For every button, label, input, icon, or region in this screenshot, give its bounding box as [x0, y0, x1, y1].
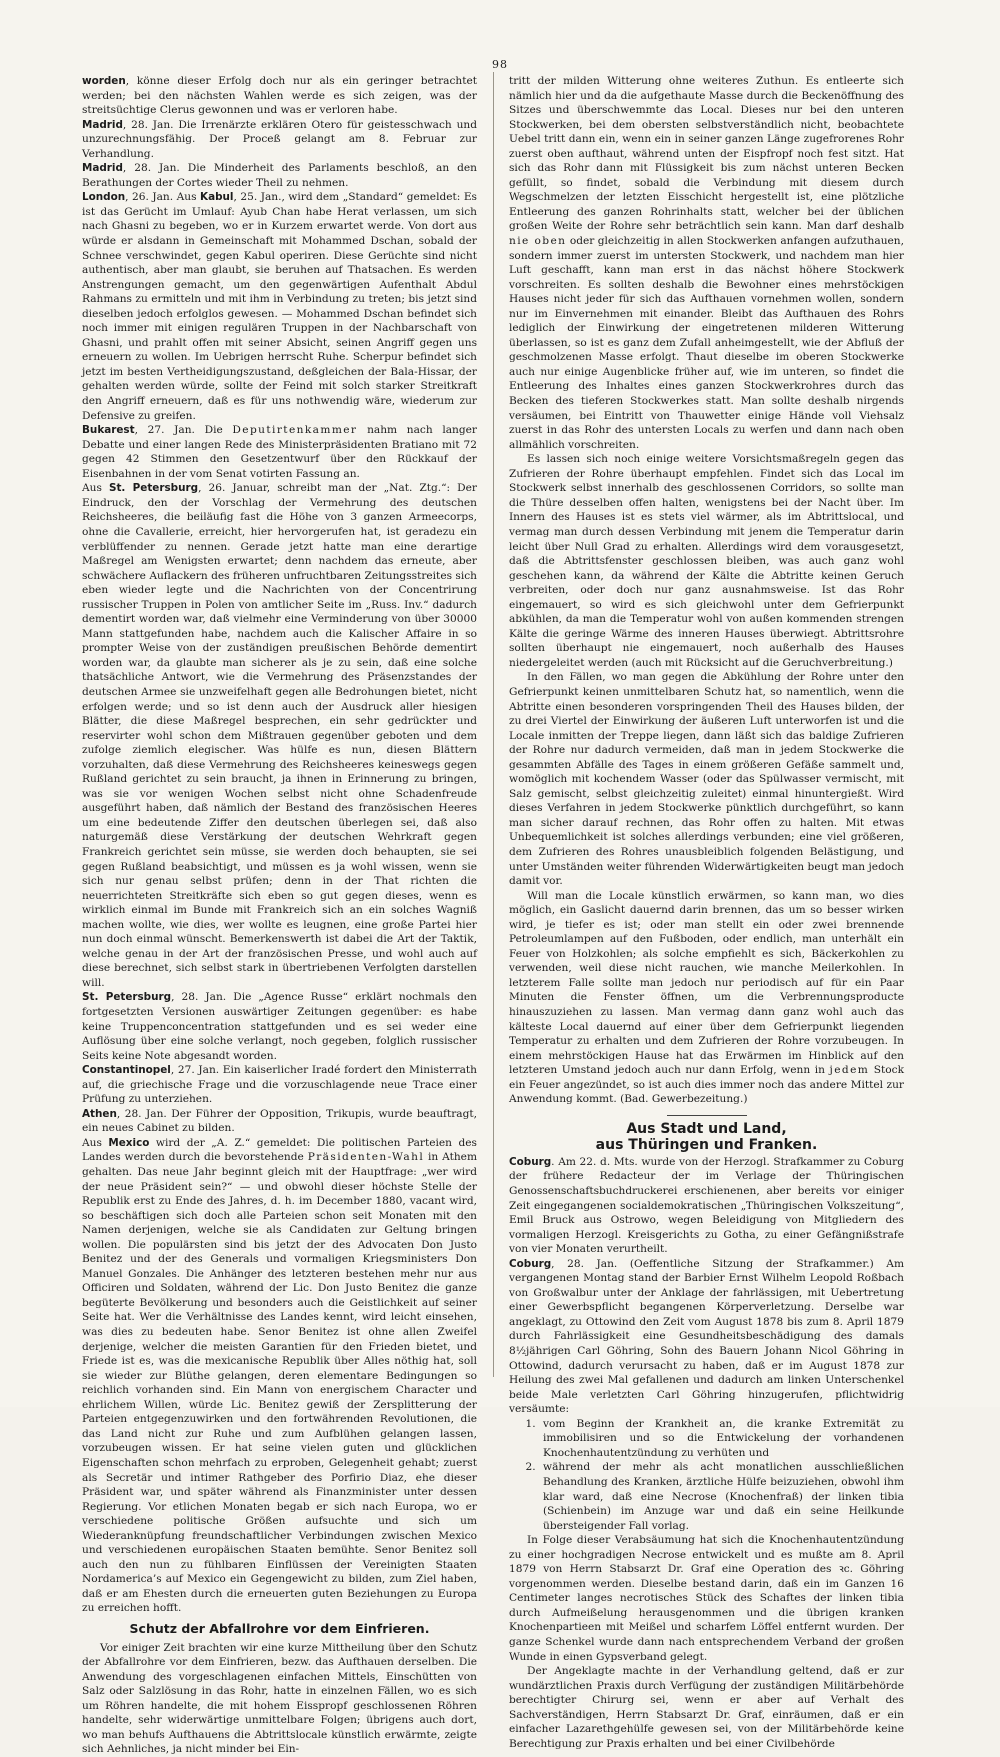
article-paragraph: Aus St. Petersburg, 26. Januar, schreibt man der „Nat. Ztg.“: Der Eindruck, den der Vorschlag der Vermehrung des deutschen Reichsheeres, die beiläufig fast die Höhe von 3 ganzen Armeecorps, ohne die Cavallerie, erreicht, hier hervorgerufen hat, ist geradezu ein verblüffender zu nennen. Gerade jetzt hatte man eine derartige Maßregel am Wenigsten erwartet; denn nachdem das erneute, aber schwächere Auflackern des früheren unfruchtbaren Zeitungsstreites sich eben wieder legte und die Nachrichten von der Concentrirung russischer Truppen in Polen von amtlicher Seite im „Russ. Inv.“ dadurch dementirt worden war, daß vielmehr eine Verminderung von über 30000 Mann stattgefunden habe, nachdem auch die Kalischer Affaire in so prompter Weise von der zuständigen preußischen Behörde dementirt worden war, da glaubte man sicherer als je zu sein, daß eine solche thatsächliche Antwort, wie die Vermehrung des Präsenzstandes der deutschen Armee sie unzweifelhaft gegen alle Bedrohungen bietet, nicht erfolgen werde; und so ist denn auch der Ausdruck aller hiesigen Blätter, die diese Maßregel besprechen, ein sehr gedrückter und reservirter wohl schon dem Mißtrauen gegenüber geboten und dem zufolge ziemlich elegischer. Was hülfe es nun, diesen Blättern vorzuhalten, daß diese Vermehrung des Reichsheeres keineswegs gegen Rußland gerichtet zu sein braucht, ja ihnen in Erinnerung zu bringen, was sie vor wenigen Wochen selbst nicht ohne Schadenfreude ausgeführt haben, daß nämlich der Bestand des französischen Heeres um eine bedeutende Ziffer den deutschen überlegen sei, daß also naturgemäß diese Verstärkung der deutschen Wehrkraft gegen Frankreich gerichtet sein müsse, sie werden doch behaupten, sie sei gegen Rußland beabsichtigt, und müssen es ja wohl wissen, wenn sie sich nur genau selbst prüfen; denn in der That richten die neuerrichteten Streitkräfte sich eben so gut gegen dieses, wenn es wirklich einmal im Bunde mit Frankreich sich an ein solches Wagniß machen wollte, wie dies, wer wollte es leugnen, eine große Partei hier nun doch einmal wünscht. Bemerkenswerth ist dabei die Art der Taktik, welche genau in der Art der französischen Presse, und wohl auch auf diese berechnet, sich selbst stark in übertriebenen Verfolgten darstellen will. [82, 482, 477, 989]
article-paragraph: Madrid, 28. Jan. Die Minderheit des Parlaments beschloß, an den Berathungen der Cortes wieder Theil zu nehmen. [82, 162, 477, 189]
article-paragraph: worden, könne dieser Erfolg doch nur als ein geringer betrachtet werden; bei den nächsten Wahlen werde es sich zeigen, was der streitsüchtige Clerus gewonnen und was er verloren habe. [82, 75, 477, 117]
list-item: 1. vom Beginn der Krankheit an, die kranke Extremität zu immobilisiren und so die Entwickelung der vorhandenen Knochenhautentzündung zu verhüten und [539, 1417, 904, 1461]
article-paragraph: In Folge dieser Verabsäumung hat sich die Knochenhautentzündung zu einer hochgradigen Necrose entwickelt und es mußte am 8. April 1879 von Herrn Stabsarzt Dr. Graf eine Operation des ꝛc. Göhring vorgenommen werden. Dieselbe bestand darin, daß ein im Ganzen 16 Centimeter langes necrotisches Stück des Schaftes der linken tibia durch Aufmeißelung herausgenommen und die übrigen kranken Knochenpartieen mit Meißel und scharfem Löffel entfernt wurden. Der ganze Schenkel wurde dann nach entsprechendem Verband der großen Wunde in einen Gypsverband gelegt. [509, 1534, 904, 1663]
numbered-list [509, 1417, 904, 1533]
left-column [82, 74, 477, 1756]
article-paragraph: Aus Mexico wird der „A. Z.“ gemeldet: Die politischen Parteien des Landes werden durch die bevorstehende Präsidenten-Wahl in Athem gehalten. Das neue Jahr beginnt gleich mit der Hauptfrage: „wer wird der neue Präsident sein?“ — und obwohl dieser höchste Stelle der Republik erst zu Ende des Jahres, d. h. im December 1880, vacant wird, so beschäftigen sich doch alle Parteien schon seit Monaten mit den Namen derjenigen, welche sie als Candidaten zur Geltung bringen wollen. Die populärsten sind bis jetzt der des Advocaten Don Justo Benitez und der des Generals und vormaligen Kriegsministers Don Manuel Gonzales. Die Anhänger des letzteren bestehen mehr nur aus Officiren und Soldaten, während der Lic. Don Justo Benitez die ganze begüterte Bevölkerung und besonders auch die Geistlichkeit auf seiner Seite hat. Wer die Verhältnisse des Landes kennt, wird leicht einsehen, was dies zu bedeuten habe. Senor Benitez ist ohne allen Zweifel derjenige, welcher die meisten Garantien für den Frieden bietet, und Friede ist es, was die mexicanische Republik über Alles nöthig hat, soll sie wieder zur Blüthe gelangen, deren elementare Bedingungen so reichlich vorhanden sind. Ein Mann von energischem Character und ehrlichem Willen, würde Lic. Benitez gewiß der Zersplitterung der Parteien entgegenzuwirken und den fortwährenden Revolutionen, die das Land nicht zur Ruhe und zum Aufblühen gelangen lassen, vorzubeugen wissen. Er hat seine vielen guten und glücklichen Eigenschaften schon mehrfach zu erproben, Gelegenheit gehabt; zuerst als Secretär und intimer Rathgeber des Porfirio Diaz, ehe dieser Präsident war, und später während als Finanzminister unter dessen Regierung. Vor etlichen Monaten begab er sich nach Europa, wo er verschiedene politische Größen aufsuchte und sich um Wiederanknüpfung freundschaftlicher Verbindungen zwischen Mexico und verschiedenen europäischen Staaten bemühte. Senor Benitez soll auch den nun zu fühlbaren Einflüssen der Vereinigten Staaten Nordamerica’s auf Mexico ein Gegengewicht zu bilden, zum Ziel haben, daß er am Ehesten durch die erneuerten guten Beziehungen zu Europa zu erreichen hofft. [82, 1136, 477, 1615]
list-item: 2. während der mehr als acht monatlichen ausschließlichen Behandlung des Kranken, ärztliche Hülfe beizuziehen, obwohl ihm klar ward, daß eine Necrose (Knochenfraß) der linken tibia (Schienbein) im Anzuge war und daß ein seine Heilkunde übersteigender Fall vorlag. [539, 1460, 904, 1533]
article-paragraph: Der Angeklagte machte in der Verhandlung geltend, daß er zur wundärztlichen Praxis durch Verfügung der zuständigen Militärbehörde berechtigter Chirurg sei, wenn er aber auf Verhalt des Sachverständigen, Herrn Stabsarzt Dr. Graf, einräumen, daß er ein einfacher Lazarethgehülfe gewesen sei, von der Militärbehörde keine Berechtigung zur Praxis erhalten und bei einer Civilbehörde [509, 1665, 904, 1750]
article-paragraph: tritt der milden Witterung ohne weiteres Zuthun. Es entleerte sich nämlich hier und da die aufgethaute Masse durch die Beckenöffnung des Sitzes und überschwemmte das Local. Dieses nur bei den unteren Stockwerken, bei dem obersten selbstverständlich nicht, beobachtete Uebel tritt dann ein, wenn ein in seiner ganzen Länge zugefrorenes Rohr zuerst oben aufthaut, während unten der Eispfropf noch fest sitzt. Hat sich das Rohr dann mit Flüssigkeit bis zum nächst unteren Becken gefüllt, so findet, sobald die Verbindung mit diesem durch Wegschmelzen der letzten Eisschicht hergestellt ist, eine plötzliche Entleerung des ganzen Rohrinhalts statt, welcher bei der üblichen großen Weite der Rohre sehr beträchtlich sein kann. Man darf deshalb nie oben oder gleichzeitig in allen Stockwerken anfangen aufzuthauen, sondern immer zuerst im untersten Stockwerk, und nachdem man hier Luft geschafft, kann man erst in das nächst höhere Stockwerk vorschreiten. Es sollten deshalb die Bewohner eines mehrstöckigen Hauses nicht jeder für sich das Aufthauen vornehmen wollen, sondern nur im Einvernehmen mit einander. Bleibt das Aufthauen des Rohrs lediglich der Einwirkung der eingetretenen milderen Witterung überlassen, so ist es ganz dem Zufall anheimgestellt, wie der Abfluß der geschmolzenen Masse erfolgt. Thaut dieselbe im oberen Stockwerke auch nur einige Augenblicke früher auf, wie im unteren, so findet die Entleerung des Inhaltes eines ganzen Stockwerkrohres durch das Becken des tieferen Stockwerkes statt. Man sollte deshalb nirgends versäumen, bei Eintritt von Thauwetter einige Hände voll Viehsalz zuerst in das Rohr des untersten Locals zu werfen und dann nach oben allmählich vorschreiten. [509, 75, 904, 451]
article-paragraph: Coburg, 28. Jan. (Oeffentliche Sitzung der Strafkammer.) Am vergangenen Montag stand der Barbier Ernst Wilhelm Leopold Roßbach von Großwalbur unter der Anklage der fahrlässigen, mit Uebertretung einer Gewerbspflicht begangenen Körperverletzung. Derselbe war angeklagt, zu Ottowind den Zeit vom August 1878 bis zum 8. April 1879 durch Fahrlässigkeit eine Gesundheitsbeschädigung des damals 8½jährigen Carl Göhring, Sohn des Bauern Johann Nicol Göhring in Ottowind, dadurch verursacht zu haben, daß er im August 1878 zur Heilung des zwei Mal gefallenen und dadurch am linken Unterschenkel beide Male verletzten Carl Göhring hinzugerufen, pflichtwidrig versäumte: [509, 1257, 904, 1416]
article-paragraph: Coburg. Am 22. d. Mts. wurde von der Herzogl. Strafkammer zu Coburg der frühere Redacteur der im Verlage der Thüringischen Genossenschaftsbuchdruckerei erschienenen, aber bereits vor einiger Zeit eingegangenen socialdemokratischen „Thüringischen Volkszeitung“, Emil Bruck aus Ostrowo, wegen Beleidigung von Mitgliedern des vormaligen Herzogl. Kreisgerichts zu Gotha, zu einer Gefängnißstrafe von vier Monaten verurtheilt. [509, 1155, 904, 1256]
section-separator [667, 1115, 747, 1116]
article-paragraph: London, 26. Jan. Aus Kabul, 25. Jan., wird dem „Standard“ gemeldet: Es ist das Gerücht im Umlauf: Ayub Chan habe Herat verlassen, um sich nach Ghasni zu begeben, wo er in Kurzem erwartet werde. Von dort aus würde er alsdann in Gemeinschaft mit Mohammed Dschan, sobald der Schnee verschwindet, gegen Kabul operiren. Diese Gerüchte sind nicht authentisch, aber man glaubt, sie beruhen auf Thatsachen. Es werden Anstrengungen gemacht, um den gegenwärtigen Aufenthalt Abdul Rahmans zu ermitteln und mit ihm in Verbindung zu treten; bis jetzt sind dieselben jedoch erfolglos gewesen. — Mohammed Dschan befindet sich noch immer mit einigen regulären Truppen in der Nachbarschaft von Ghasni, und prahlt offen mit seiner Absicht, seinen Angriff gegen uns erneuern zu wollen. Im Uebrigen herrscht Ruhe. Scherpur befindet sich jetzt im besten Vertheidigungszustand, deßgleichen der Bala-Hissar, der gehalten werden würde, sollte der Feind mit solch starker Streitkraft den Angriff erneuern, daß es für uns nothwendig wäre, wiederum zur Defensive zu greifen. [82, 191, 477, 422]
article-paragraph: St. Petersburg, 28. Jan. Die „Agence Russe“ erklärt nochmals den fortgesetzten Versionen auswärtiger Zeitungen gegenüber: es habe keine Truppenconcentration stattgefunden und es sei weder eine Auflösung über eine solche verlangt, noch gegeben, folglich russischer Seits keine Note abgesandt worden. [82, 991, 477, 1062]
article-paragraph: Bukarest, 27. Jan. Die Deputirtenkammer nahm nach langer Debatte und einer langen Rede des Ministerpräsidenten Bratiano mit 72 gegen 42 Stimmen den Gesetzentwurf über den Rückkauf der Eisenbahnen in der vom Senat votirten Fassung an. [82, 424, 477, 480]
article-paragraph: Madrid, 28. Jan. Die Irrenärzte erklären Otero für geistesschwach und unzurechnungsfähig. Der Proceß gelangt am 8. Februar zur Verhandlung. [82, 118, 477, 160]
article-paragraph: Es lassen sich noch einige weitere Vorsichtsmaßregeln gegen das Zufrieren der Rohre überhaupt empfehlen. Findet sich das Local im Stockwerk selbst innerhalb des geschlossenen Corridors, so sollte man die Thüre desselben offen halten, wenigstens bei der Nacht über. Im Innern des Hauses ist es stets viel wärmer, als im Abtrittslocal, und vermag man durch dessen Verbindung mit jenem die Temperatur darin leicht über Null Grad zu erhalten. Allerdings wird dem vorausgesetzt, daß die Abtrittsfenster geschlossen bleiben, was auch ganz wohl geschehen kann, da während der Kälte die Abtritte keinen Geruch verbreiten, oder doch nur ganz ausnahmsweise. Ist das Rohr eingemauert, so wird es sich gleichwohl unter dem Gefrierpunkt abkühlen, da man die Temperatur wohl von außen kommenden strengen Kälte die geringe Wärme des inneren Hauses überwiegt. Abtrittsrohre sollten überhaupt nie eingemauert, noch außerhalb des Hauses niedergeleitet werden (auch mit Rücksicht auf die Geruchverbreitung.) [509, 453, 904, 669]
column-divider [493, 72, 494, 1377]
section-heading: aus Thüringen und Franken. [595, 1137, 818, 1154]
article-paragraph: Vor einiger Zeit brachten wir eine kurze Mittheilung über den Schutz der Abfallrohre vor dem Einfrieren, bezw. das Aufthauen derselben. Die Anwendung des vorgeschlagenen einfachen Mittels, Einschütten von Salz oder Salzlösung in das Rohr, hatte in einzelnen Fällen, wo es sich um Röhren handelte, die mit hohem Eisspropf geschlossenen Röhren handelte, sehr widerwärtige unmittelbare Folgen; übrigens auch dort, wo man behufs Aufthauens die Abtrittslocale künstlich erwärmte, zeigte sich Aehnliches, ja nicht minder bei Ein- [82, 1641, 477, 1756]
section-heading: Aus Stadt und Land, [626, 1120, 787, 1137]
article-paragraph: Will man die Locale künstlich erwärmen, so kann man, wo dies möglich, ein Gaslicht dauernd darin brennen, das um so besser wirken wird, je tiefer es ist; oder man stellt ein oder zwei brennende Petroleumlampen auf den Fußboden, oder endlich, man unterhält ein Feuer von Holzkohlen; als solche empfiehlt es sich, Bäckerkohlen zu verwenden, weil diese nicht rauchen, wie manche Meilerkohlen. In letzterem Falle sollte man jedoch nur periodisch auf für ein Paar Minuten die Fenster öffnen, um die Verbrennungsproducte hinauszuziehen zu lassen. Man vermag dann ganz wohl auch das kälteste Local dauernd auf einer über dem Gefrierpunkt liegenden Temperatur zu erhalten und dem Zufrieren der Rohre vorzubeugen. In einem mehrstöckigen Hause hat das Erwärmen im Hinblick auf den letzteren Umstand jedoch auch nur dann Erfolg, wenn in jedem Stock ein Feuer angezündet, so ist auch dies immer noch das andere Mittel zur Anwendung kommt. (Bad. Gewerbezeitung.) [509, 889, 904, 1106]
article-paragraph: Constantinopel, 27. Jan. Ein kaiserlicher Iradé fordert den Ministerrath auf, die griechische Frage und die vorzuschlagende neue Trace einer Prüfung zu unterziehen. [82, 1064, 477, 1106]
section-heading: Schutz der Abfallrohre vor dem Einfrieren. [129, 1620, 430, 1636]
right-column [509, 74, 904, 1750]
article-paragraph: In den Fällen, wo man gegen die Abkühlung der Rohre unter den Gefrierpunkt keinen unmittelbaren Schutz hat, so namentlich, wenn die Abtritte einen besonderen vorspringenden Theil des Hauses bilden, der zu drei Viertel der Einwirkung der äußeren Luft unterworfen ist und die Locale inmitten der Treppe liegen, dann läßt sich das baldige Zufrieren der Rohre nur dadurch vermeiden, daß man in jedem Stockwerke die gesammten Abfälle des Tages in einem größeren Gefäße sammelt und, womöglich mit kochendem Wasser (oder das Spülwasser vermischt, mit Salz gemischt, selbst gleichzeitig zuleitet) einmal hinuntergießt. Wird dieses Verfahren in jedem Stockwerke pünktlich durchgeführt, so kann man sicher darauf rechnen, das Rohr offen zu halten. Mit etwas Unbequemlichkeit ist solches allerdings verbunden; eine viel größeren, dem Zufrieren des Rohres unausbleiblich folgenden Belästigung, und unter Umständen weiter führenden Widerwärtigkeiten beugt man jedoch damit vor. [509, 671, 904, 888]
page-number: 98 [492, 58, 508, 71]
article-paragraph: Athen, 28. Jan. Der Führer der Opposition, Trikupis, wurde beauftragt, ein neues Cabinet zu bilden. [82, 1107, 477, 1135]
